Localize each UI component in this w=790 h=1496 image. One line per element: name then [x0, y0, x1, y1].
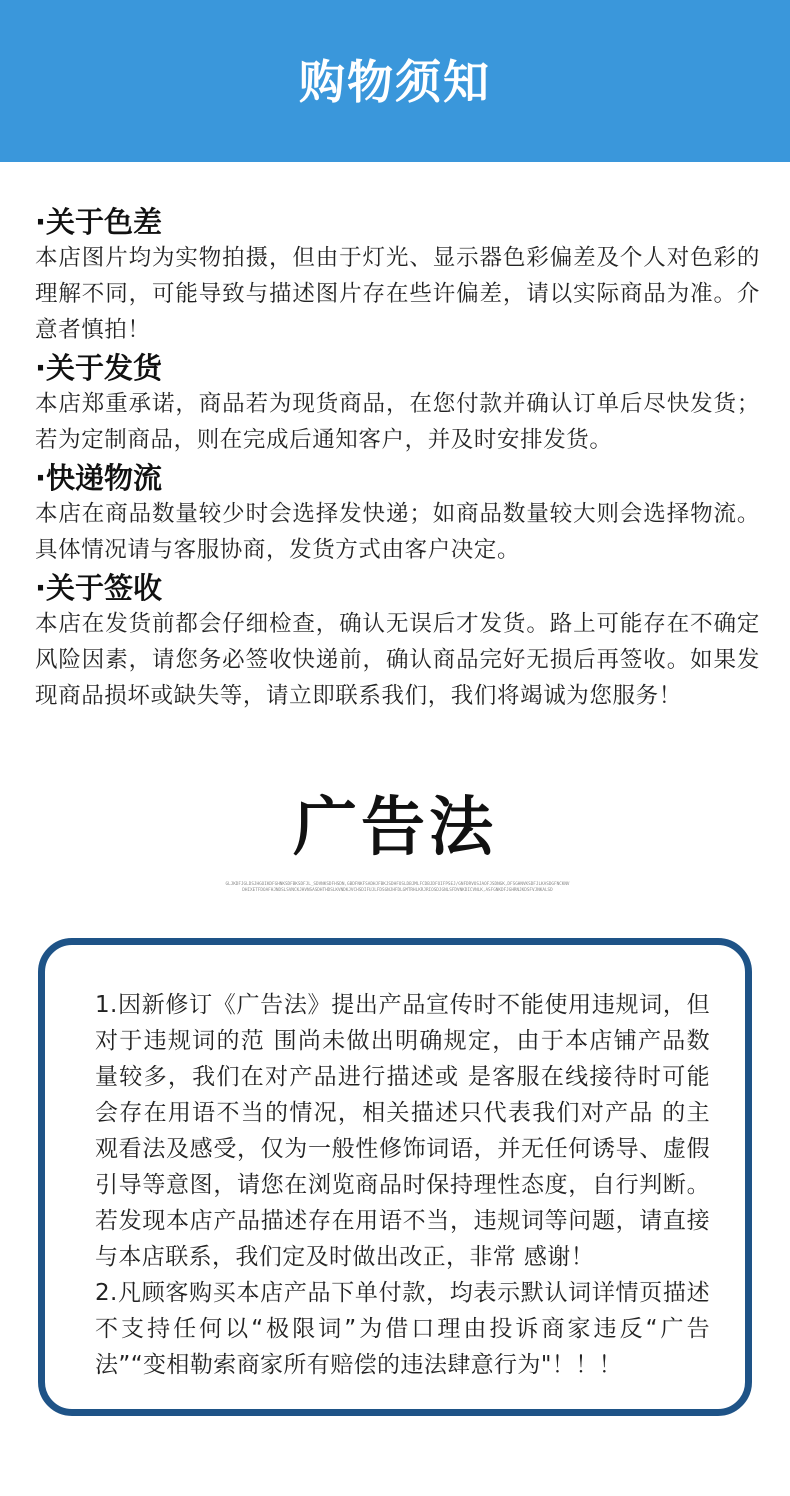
notice-section-logistics: [35, 460, 760, 568]
ad-law-text: [95, 987, 710, 1383]
notice-section-color-difference: [35, 204, 760, 348]
ad-law-title: 广告法: [293, 791, 497, 865]
section-body: 本店图片均为实物拍摄，但由于灯光、显示器色彩偏差及个人对色彩的理解不同，可能导致与描述图片存在些许偏差，请以实际商品为准。介意者慎拍！: [35, 245, 760, 343]
shopping-notice: [35, 204, 760, 716]
section-body: 本店在发货前都会仔细检查，确认无误后才发货。路上可能存在不确定风险因素，请您务必签收快递前，确认商品完好无损后再签收。如果发现商品损坏或缺失等，请立即联系我们，我们将竭诚为您服务！: [35, 611, 760, 709]
section-heading: ·关于签收: [35, 571, 163, 605]
page-title: 购物须知: [299, 55, 491, 109]
section-heading: ·关于发货: [35, 351, 163, 385]
section-body: 本店在商品数量较少时会选择发快递；如商品数量较大则会选择物流。具体情况请与客服协商，发货方式由客户决定。: [35, 501, 760, 563]
section-body: 本店郑重承诺，商品若为现货商品，在您付款并确认订单后尽快发货；若为定制商品，则在完成后通知客户，并及时安排发货。: [35, 391, 760, 453]
ad-law-box: [38, 938, 752, 1416]
ad-law-paragraph-1: 1.因新修订《广告法》提出产品宣传时不能使用违规词，但对于违规词的范 围尚未做出明确规定，由于本店铺产品数量较多，我们在对产品进行描述或 是客服在线接待时可能会存在用语不当的情况，相关描述只代表我们对产品 的主观看法及感受，仅为一般性修饰词语，并无任何诱导、虚假引导等意图，请您在浏览商品时保持理性态度，自行判断。若发现本店产品描述存在用语不当，违规词等问题，请直接与本店联系，我们定及时做出改正，非常 感谢！: [95, 992, 710, 1270]
section-heading: ·关于色差: [35, 205, 163, 239]
decorative-small-print: GLJKDFJGLDSJHGOIKDFGHNKSDFBKSDFJL_SDVNKSDFHSDN,GBDFNKFSADHJFBKJSDHFOSLDBJMLFCDBJDFOIFPSEJ/GNFDRVOSJAOFJSDNGK,DFSGHNVKSDFJLKASDGFNCKNVDHIXETFDOAFHJNDSLSVNCKJHVNSASDHTHDSLKVNDKJVCHSDIFUJLFDSGNJHFDLGMTRHLKRJRIOSDJGNLSFDVNKDICVNLK,ASFGNKDFJGHRNJKDSFVJNKALSD: [225, 882, 570, 893]
section-heading: ·快递物流: [35, 461, 163, 495]
notice-section-receipt: [35, 570, 760, 714]
header-banner: [0, 0, 790, 162]
notice-section-shipping: [35, 350, 760, 458]
ad-law-paragraph-2: 2.凡顾客购买本店产品下单付款，均表示默认词详情页描述不支持任何以“极限词”为借口理由投诉商家违反“广告法”“变相勒索商家所有赔偿的违法肆意行为"！！！: [95, 1280, 710, 1378]
